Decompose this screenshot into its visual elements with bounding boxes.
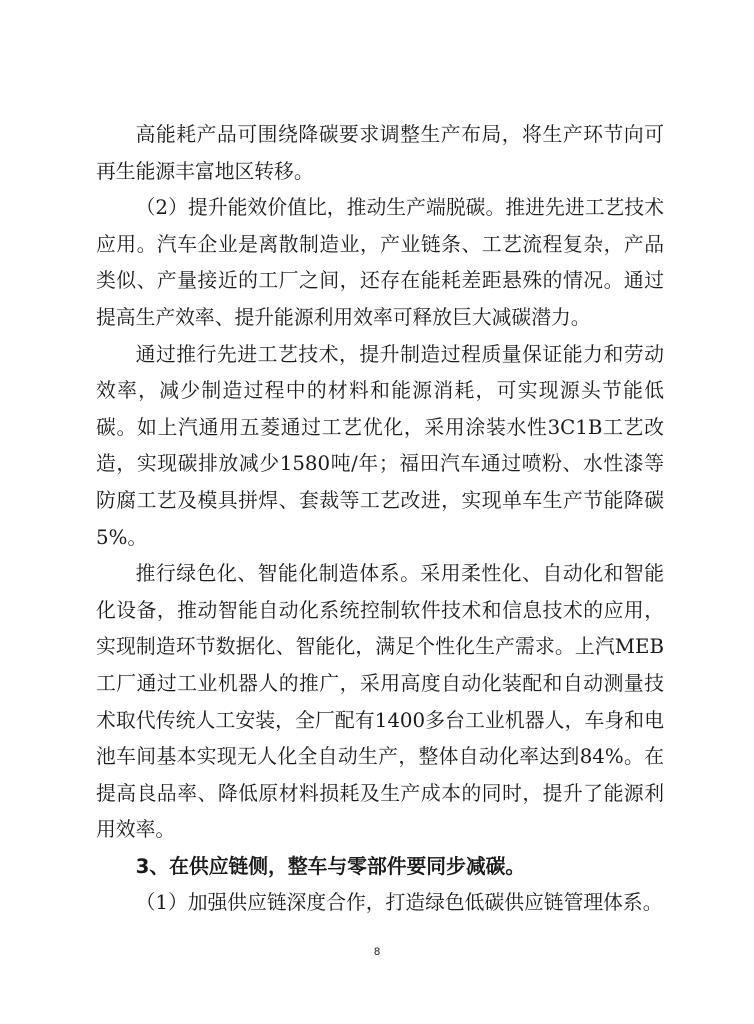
section-heading-supply-chain: 3、在供应链侧，整车与零部件要同步减碳。 bbox=[135, 854, 526, 878]
page-number: 8 bbox=[373, 946, 381, 958]
paragraph-intelligent-manufacturing: 推行绿色化、智能化制造体系。采用柔性化、自动化和智能化设备，推动智能自动化系统控制软件技术和信息技术的应用，实现制造环节数据化、智能化，满足个性化生产需求。上汽MEB工厂通过工业机器人的推广，采用高度自动化装配和自动测量技术取代传统人工安装，全厂配有1400多台工业机器人，车身和电池车间基本实现无人化全自动生产，整体自动化率达到84%。在提高良品率、降低原材料损耗及生产成本的同时，提升了能源利用效率。 bbox=[96, 562, 664, 842]
paragraph-supply-chain-cooperation: （1）加强供应链深度合作，打造绿色低碳供应链管理体系。 bbox=[135, 891, 663, 915]
paragraph-production-layout: 高能耗产品可围绕降碳要求调整生产布局，将生产环节向可再生能源丰富地区转移。 bbox=[96, 123, 664, 183]
body-text bbox=[96, 117, 664, 922]
paragraph-advanced-process: 通过推行先进工艺技术，提升制造过程质量保证能力和劳动效率，减少制造过程中的材料和能源消耗，可实现源头节能低碳。如上汽通用五菱通过工艺优化，采用涂装水性3C1B工艺改造，实现碳排放减少1580吨/年；福田汽车通过喷粉、水性漆等防腐工艺及模具拼焊、套裁等工艺改进，实现单车生产节能降碳5%。 bbox=[96, 342, 664, 549]
paragraph-energy-efficiency: （2）提升能效价值比，推动生产端脱碳。推进先进工艺技术应用。汽车企业是离散制造业，产业链条、工艺流程复杂，产品类似、产量接近的工厂之间，还存在能耗差距悬殊的情况。通过提高生产效率、提升能源利用效率可释放巨大减碳潜力。 bbox=[96, 196, 664, 329]
